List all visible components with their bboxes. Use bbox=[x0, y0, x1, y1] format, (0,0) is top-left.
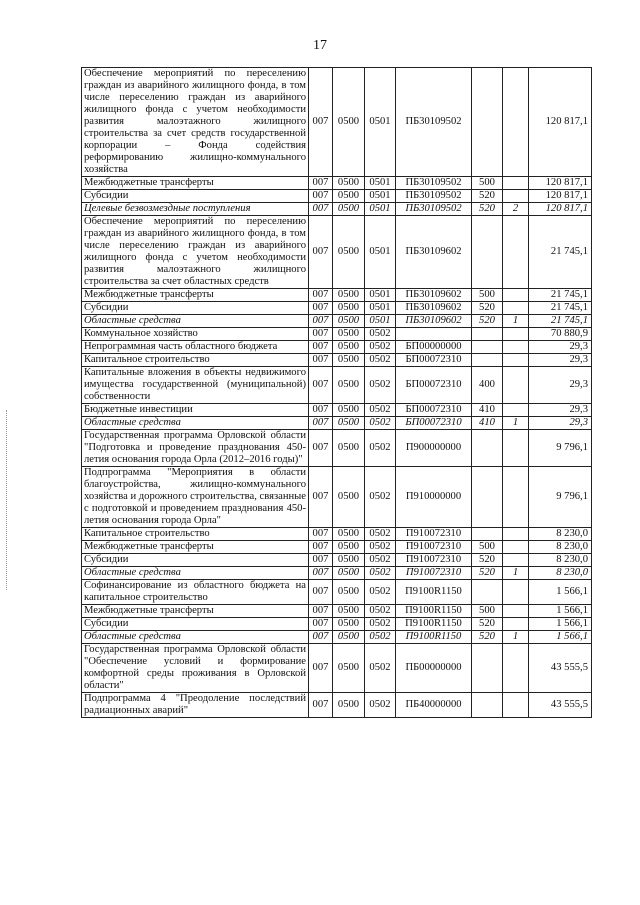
row-funding-source: 1 bbox=[503, 417, 529, 430]
row-target-article: П910072310 bbox=[396, 528, 472, 541]
row-expense-type: 520 bbox=[472, 315, 503, 328]
row-target-article: П9100R1150 bbox=[396, 631, 472, 644]
row-amount: 8 230,0 bbox=[529, 541, 592, 554]
row-amount: 1 566,1 bbox=[529, 618, 592, 631]
row-funding-source bbox=[503, 328, 529, 341]
row-amount: 70 880,9 bbox=[529, 328, 592, 341]
row-amount: 120 817,1 bbox=[529, 190, 592, 203]
row-ved-code: 007 bbox=[309, 404, 333, 417]
row-name: Межбюджетные трансферты bbox=[82, 541, 309, 554]
row-name: Капитальное строительство bbox=[82, 528, 309, 541]
row-ved-code: 007 bbox=[309, 328, 333, 341]
row-funding-source bbox=[503, 644, 529, 693]
row-amount: 21 745,1 bbox=[529, 216, 592, 289]
row-name: Государственная программа Орловской области "Подготовка и проведение празднования 450-летия основания города Орла (2012–2016 годы)" bbox=[82, 430, 309, 467]
row-target-article: П9100R1150 bbox=[396, 605, 472, 618]
row-section-code: 0500 bbox=[333, 567, 365, 580]
row-expense-type: 400 bbox=[472, 367, 503, 404]
row-name: Подпрограмма 4 "Преодоление последствий радиационных аварий" bbox=[82, 693, 309, 718]
row-target-article: П910072310 bbox=[396, 541, 472, 554]
row-amount: 9 796,1 bbox=[529, 430, 592, 467]
budget-table bbox=[81, 67, 592, 718]
row-section-code: 0500 bbox=[333, 528, 365, 541]
row-target-article: ПБ30109602 bbox=[396, 302, 472, 315]
row-amount: 29,3 bbox=[529, 341, 592, 354]
table-row bbox=[82, 567, 592, 580]
row-section-code: 0500 bbox=[333, 631, 365, 644]
row-amount: 120 817,1 bbox=[529, 177, 592, 190]
row-expense-type: 520 bbox=[472, 567, 503, 580]
row-amount: 1 566,1 bbox=[529, 605, 592, 618]
row-subsection-code: 0502 bbox=[365, 693, 396, 718]
row-target-article: ПБ30109602 bbox=[396, 315, 472, 328]
row-name: Межбюджетные трансферты bbox=[82, 177, 309, 190]
row-target-article: П900000000 bbox=[396, 430, 472, 467]
row-ved-code: 007 bbox=[309, 190, 333, 203]
row-amount: 8 230,0 bbox=[529, 554, 592, 567]
table-row bbox=[82, 190, 592, 203]
row-expense-type: 520 bbox=[472, 302, 503, 315]
row-ved-code: 007 bbox=[309, 203, 333, 216]
row-amount: 120 817,1 bbox=[529, 68, 592, 177]
row-ved-code: 007 bbox=[309, 417, 333, 430]
row-target-article: БП00072310 bbox=[396, 404, 472, 417]
row-expense-type bbox=[472, 216, 503, 289]
row-funding-source bbox=[503, 68, 529, 177]
table-row bbox=[82, 541, 592, 554]
row-expense-type: 410 bbox=[472, 417, 503, 430]
margin-mark bbox=[6, 410, 9, 590]
row-subsection-code: 0502 bbox=[365, 567, 396, 580]
row-ved-code: 007 bbox=[309, 580, 333, 605]
row-target-article: ПБ00000000 bbox=[396, 644, 472, 693]
row-ved-code: 007 bbox=[309, 354, 333, 367]
row-section-code: 0500 bbox=[333, 302, 365, 315]
row-section-code: 0500 bbox=[333, 430, 365, 467]
row-amount: 21 745,1 bbox=[529, 302, 592, 315]
row-funding-source bbox=[503, 605, 529, 618]
row-expense-type bbox=[472, 430, 503, 467]
table-row bbox=[82, 417, 592, 430]
table-row bbox=[82, 354, 592, 367]
row-name: Субсидии bbox=[82, 302, 309, 315]
row-subsection-code: 0502 bbox=[365, 541, 396, 554]
row-subsection-code: 0502 bbox=[365, 631, 396, 644]
row-amount: 29,3 bbox=[529, 404, 592, 417]
row-target-article: П910000000 bbox=[396, 467, 472, 528]
row-section-code: 0500 bbox=[333, 354, 365, 367]
row-amount: 8 230,0 bbox=[529, 528, 592, 541]
row-target-article: ПБ30109502 bbox=[396, 68, 472, 177]
row-ved-code: 007 bbox=[309, 467, 333, 528]
row-name: Подпрограмма "Мероприятия в области благоустройства, жилищно-коммунального хозяйства и дорожного строительства, связанные с подготовкой и проведением празднования 450-летия основания города Орла" bbox=[82, 467, 309, 528]
row-target-article: П9100R1150 bbox=[396, 580, 472, 605]
table-row bbox=[82, 430, 592, 467]
table-row bbox=[82, 341, 592, 354]
row-expense-type: 520 bbox=[472, 554, 503, 567]
row-expense-type bbox=[472, 341, 503, 354]
row-target-article bbox=[396, 328, 472, 341]
page-number: 17 bbox=[313, 38, 327, 53]
row-expense-type bbox=[472, 528, 503, 541]
row-subsection-code: 0501 bbox=[365, 216, 396, 289]
row-funding-source: 1 bbox=[503, 567, 529, 580]
row-name: Обеспечение мероприятий по переселению граждан из аварийного жилищного фонда, в том числе переселению граждан из аварийного жилищного фонда с учетом необходимости развития малоэтажного жилищного строительства за счет средств государственной корпорации – Фонда содействия реформированию жилищно-коммунального хозяйства bbox=[82, 68, 309, 177]
row-subsection-code: 0502 bbox=[365, 354, 396, 367]
row-amount: 29,3 bbox=[529, 417, 592, 430]
row-name: Бюджетные инвестиции bbox=[82, 404, 309, 417]
row-name: Межбюджетные трансферты bbox=[82, 289, 309, 302]
row-subsection-code: 0502 bbox=[365, 618, 396, 631]
row-expense-type: 520 bbox=[472, 190, 503, 203]
row-target-article: БП00000000 bbox=[396, 341, 472, 354]
row-section-code: 0500 bbox=[333, 190, 365, 203]
row-section-code: 0500 bbox=[333, 618, 365, 631]
row-funding-source: 1 bbox=[503, 315, 529, 328]
row-amount: 1 566,1 bbox=[529, 580, 592, 605]
row-target-article: БП00072310 bbox=[396, 417, 472, 430]
row-funding-source bbox=[503, 302, 529, 315]
row-funding-source: 2 bbox=[503, 203, 529, 216]
row-section-code: 0500 bbox=[333, 203, 365, 216]
row-target-article: ПБ30109602 bbox=[396, 289, 472, 302]
row-section-code: 0500 bbox=[333, 541, 365, 554]
row-subsection-code: 0502 bbox=[365, 417, 396, 430]
row-funding-source bbox=[503, 528, 529, 541]
row-subsection-code: 0502 bbox=[365, 644, 396, 693]
row-name: Областные средства bbox=[82, 631, 309, 644]
row-name: Субсидии bbox=[82, 618, 309, 631]
row-funding-source: 1 bbox=[503, 631, 529, 644]
row-target-article: ПБ40000000 bbox=[396, 693, 472, 718]
row-ved-code: 007 bbox=[309, 341, 333, 354]
row-amount: 9 796,1 bbox=[529, 467, 592, 528]
row-expense-type: 410 bbox=[472, 404, 503, 417]
row-ved-code: 007 bbox=[309, 618, 333, 631]
row-funding-source bbox=[503, 367, 529, 404]
row-section-code: 0500 bbox=[333, 580, 365, 605]
row-section-code: 0500 bbox=[333, 341, 365, 354]
row-ved-code: 007 bbox=[309, 541, 333, 554]
row-ved-code: 007 bbox=[309, 554, 333, 567]
row-subsection-code: 0502 bbox=[365, 341, 396, 354]
table-row bbox=[82, 528, 592, 541]
row-name: Областные средства bbox=[82, 567, 309, 580]
table-row bbox=[82, 467, 592, 528]
row-amount: 43 555,5 bbox=[529, 693, 592, 718]
row-subsection-code: 0502 bbox=[365, 580, 396, 605]
table-row bbox=[82, 315, 592, 328]
table-row bbox=[82, 328, 592, 341]
row-section-code: 0500 bbox=[333, 404, 365, 417]
row-expense-type: 520 bbox=[472, 203, 503, 216]
row-target-article: П910072310 bbox=[396, 567, 472, 580]
row-amount: 43 555,5 bbox=[529, 644, 592, 693]
row-target-article: ПБ30109502 bbox=[396, 177, 472, 190]
row-section-code: 0500 bbox=[333, 315, 365, 328]
row-funding-source bbox=[503, 618, 529, 631]
row-name: Софинансирование из областного бюджета на капитальное строительство bbox=[82, 580, 309, 605]
row-funding-source bbox=[503, 467, 529, 528]
table-row bbox=[82, 302, 592, 315]
row-expense-type bbox=[472, 693, 503, 718]
row-amount: 8 230,0 bbox=[529, 567, 592, 580]
row-amount: 29,3 bbox=[529, 354, 592, 367]
row-name: Субсидии bbox=[82, 554, 309, 567]
row-ved-code: 007 bbox=[309, 605, 333, 618]
row-funding-source bbox=[503, 404, 529, 417]
table-row bbox=[82, 631, 592, 644]
row-expense-type bbox=[472, 467, 503, 528]
row-ved-code: 007 bbox=[309, 631, 333, 644]
row-subsection-code: 0502 bbox=[365, 528, 396, 541]
row-expense-type: 500 bbox=[472, 177, 503, 190]
table-row bbox=[82, 554, 592, 567]
row-ved-code: 007 bbox=[309, 289, 333, 302]
table-row bbox=[82, 618, 592, 631]
row-name: Областные средства bbox=[82, 315, 309, 328]
row-section-code: 0500 bbox=[333, 328, 365, 341]
row-expense-type: 500 bbox=[472, 289, 503, 302]
row-amount: 21 745,1 bbox=[529, 315, 592, 328]
row-funding-source bbox=[503, 693, 529, 718]
row-expense-type: 500 bbox=[472, 541, 503, 554]
row-ved-code: 007 bbox=[309, 430, 333, 467]
row-expense-type bbox=[472, 580, 503, 605]
budget-table-body bbox=[82, 68, 592, 718]
row-funding-source bbox=[503, 341, 529, 354]
table-row bbox=[82, 216, 592, 289]
row-section-code: 0500 bbox=[333, 554, 365, 567]
row-subsection-code: 0501 bbox=[365, 302, 396, 315]
row-ved-code: 007 bbox=[309, 567, 333, 580]
row-target-article: П910072310 bbox=[396, 554, 472, 567]
row-name: Коммунальное хозяйство bbox=[82, 328, 309, 341]
row-funding-source bbox=[503, 289, 529, 302]
row-section-code: 0500 bbox=[333, 289, 365, 302]
row-section-code: 0500 bbox=[333, 68, 365, 177]
row-funding-source bbox=[503, 554, 529, 567]
row-ved-code: 007 bbox=[309, 68, 333, 177]
row-name: Областные средства bbox=[82, 417, 309, 430]
table-row bbox=[82, 289, 592, 302]
row-name: Субсидии bbox=[82, 190, 309, 203]
row-amount: 1 566,1 bbox=[529, 631, 592, 644]
row-ved-code: 007 bbox=[309, 367, 333, 404]
row-section-code: 0500 bbox=[333, 605, 365, 618]
row-subsection-code: 0502 bbox=[365, 554, 396, 567]
row-ved-code: 007 bbox=[309, 177, 333, 190]
row-subsection-code: 0501 bbox=[365, 190, 396, 203]
table-row bbox=[82, 404, 592, 417]
row-name: Государственная программа Орловской области "Обеспечение условий и формирование комфортной среды проживания в Орловской области" bbox=[82, 644, 309, 693]
row-target-article: ПБ30109502 bbox=[396, 190, 472, 203]
row-subsection-code: 0502 bbox=[365, 605, 396, 618]
row-name: Капитальные вложения в объекты недвижимого имущества государственной (муниципальной) собственности bbox=[82, 367, 309, 404]
row-subsection-code: 0501 bbox=[365, 315, 396, 328]
table-row bbox=[82, 693, 592, 718]
row-expense-type: 500 bbox=[472, 605, 503, 618]
row-ved-code: 007 bbox=[309, 302, 333, 315]
row-funding-source bbox=[503, 177, 529, 190]
row-name: Непрограммная часть областного бюджета bbox=[82, 341, 309, 354]
row-amount: 120 817,1 bbox=[529, 203, 592, 216]
row-ved-code: 007 bbox=[309, 528, 333, 541]
row-name: Целевые безвозмездные поступления bbox=[82, 203, 309, 216]
row-section-code: 0500 bbox=[333, 693, 365, 718]
row-target-article: П9100R1150 bbox=[396, 618, 472, 631]
row-funding-source bbox=[503, 190, 529, 203]
row-expense-type bbox=[472, 644, 503, 693]
table-row bbox=[82, 203, 592, 216]
row-subsection-code: 0502 bbox=[365, 467, 396, 528]
row-ved-code: 007 bbox=[309, 216, 333, 289]
row-subsection-code: 0502 bbox=[365, 367, 396, 404]
table-row bbox=[82, 644, 592, 693]
table-row bbox=[82, 605, 592, 618]
row-subsection-code: 0502 bbox=[365, 328, 396, 341]
row-target-article: ПБ30109602 bbox=[396, 216, 472, 289]
row-subsection-code: 0502 bbox=[365, 430, 396, 467]
row-target-article: БП00072310 bbox=[396, 367, 472, 404]
row-ved-code: 007 bbox=[309, 693, 333, 718]
row-expense-type: 520 bbox=[472, 618, 503, 631]
row-amount: 21 745,1 bbox=[529, 289, 592, 302]
row-name: Межбюджетные трансферты bbox=[82, 605, 309, 618]
table-row bbox=[82, 177, 592, 190]
row-section-code: 0500 bbox=[333, 417, 365, 430]
row-subsection-code: 0502 bbox=[365, 404, 396, 417]
row-amount: 29,3 bbox=[529, 367, 592, 404]
row-subsection-code: 0501 bbox=[365, 177, 396, 190]
row-name: Капитальное строительство bbox=[82, 354, 309, 367]
row-section-code: 0500 bbox=[333, 216, 365, 289]
row-funding-source bbox=[503, 430, 529, 467]
table-row bbox=[82, 580, 592, 605]
row-section-code: 0500 bbox=[333, 177, 365, 190]
row-expense-type: 520 bbox=[472, 631, 503, 644]
row-ved-code: 007 bbox=[309, 644, 333, 693]
row-funding-source bbox=[503, 354, 529, 367]
row-funding-source bbox=[503, 541, 529, 554]
row-funding-source bbox=[503, 216, 529, 289]
row-target-article: БП00072310 bbox=[396, 354, 472, 367]
row-section-code: 0500 bbox=[333, 467, 365, 528]
row-section-code: 0500 bbox=[333, 367, 365, 404]
row-expense-type bbox=[472, 328, 503, 341]
table-row bbox=[82, 367, 592, 404]
table-row bbox=[82, 68, 592, 177]
row-expense-type bbox=[472, 68, 503, 177]
row-name: Обеспечение мероприятий по переселению граждан из аварийного жилищного фонда, в том числе переселению граждан из аварийного жилищного фонда с учетом необходимости развития малоэтажного жилищного строительства за счет областных средств bbox=[82, 216, 309, 289]
row-ved-code: 007 bbox=[309, 315, 333, 328]
row-subsection-code: 0501 bbox=[365, 289, 396, 302]
row-funding-source bbox=[503, 580, 529, 605]
row-target-article: ПБ30109502 bbox=[396, 203, 472, 216]
row-expense-type bbox=[472, 354, 503, 367]
row-subsection-code: 0501 bbox=[365, 68, 396, 177]
row-subsection-code: 0501 bbox=[365, 203, 396, 216]
row-section-code: 0500 bbox=[333, 644, 365, 693]
